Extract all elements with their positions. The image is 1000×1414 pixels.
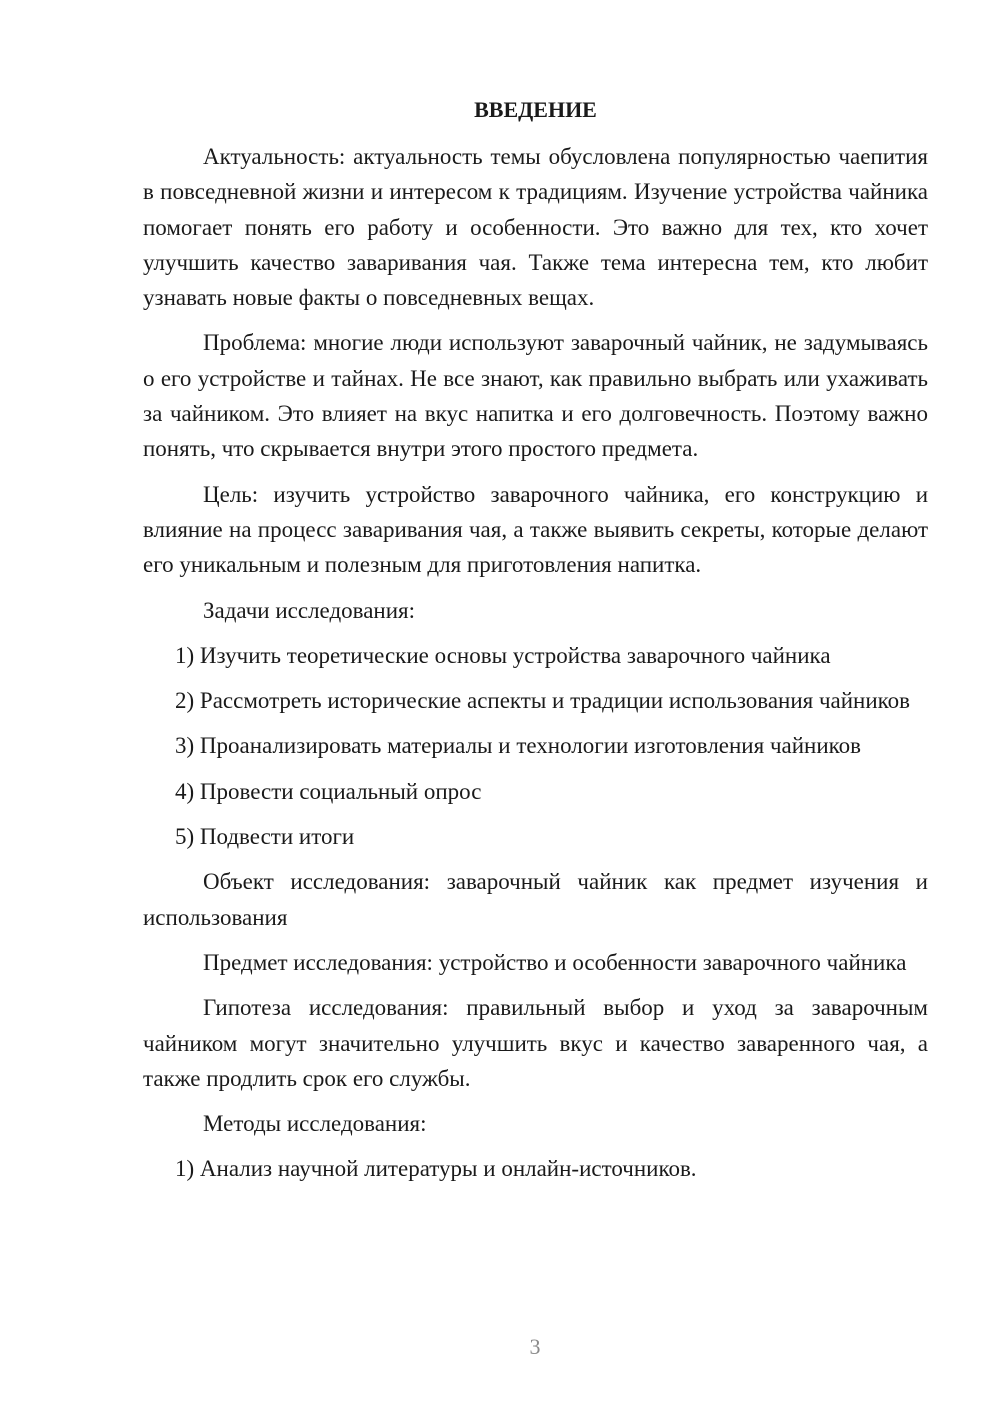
page-content: [143, 92, 928, 1197]
problem-paragraph: Проблема: многие люди используют заварочный чайник, не задумываясь о его устройстве и тайнах. Не все знают, как правильно выбрать или ухаживать за чайником. Это влияет на вкус напитка и его долговечность. Поэтому важно понять, что скрывается внутри этого простого предмета.: [143, 330, 928, 462]
hypothesis-paragraph: Гипотеза исследования: правильный выбор и уход за заварочным чайником могут значительно улучшить вкус и качество заваренного чая, а также продлить срок его службы.: [143, 995, 928, 1091]
relevance-paragraph: Актуальность: актуальность темы обусловлена популярностью чаепития в повседневной жизни и интересом к традициям. Изучение устройства чайника помогает понять его работу и особенности. Это важно для тех, кто хочет улучшить качество заваривания чая. Также тема интересна тем, кто любит узнавать новые факты о повседневных вещах.: [143, 144, 928, 311]
goal-paragraph: Цель: изучить устройство заварочного чайника, его конструкцию и влияние на процесс заваривания чая, а также выявить секреты, которые делают его уникальным и полезным для приготовления напитка.: [143, 481, 928, 578]
task-item-5: 5) Подвести итоги: [175, 824, 355, 850]
task-item-1: 1) Изучить теоретические основы устройства заварочного чайника: [175, 642, 831, 668]
task-item-4: 4) Провести социальный опрос: [175, 778, 482, 804]
page-heading: ВВЕДЕНИЕ: [474, 97, 597, 122]
page-number: 3: [529, 1334, 541, 1359]
task-item-3: 3) Проанализировать материалы и технологии изготовления чайников: [175, 733, 862, 759]
subject-paragraph: Предмет исследования: устройство и особенности заварочного чайника: [203, 949, 907, 975]
methods-title: Методы исследования:: [203, 1111, 427, 1137]
method-item-1: 1) Анализ научной литературы и онлайн-источников.: [175, 1156, 697, 1182]
tasks-title: Задачи исследования:: [203, 597, 416, 623]
task-item-2: 2) Рассмотреть исторические аспекты и традиции использования чайников: [175, 688, 911, 714]
object-paragraph: Объект исследования: заварочный чайник как предмет изучения и использования: [143, 869, 928, 930]
